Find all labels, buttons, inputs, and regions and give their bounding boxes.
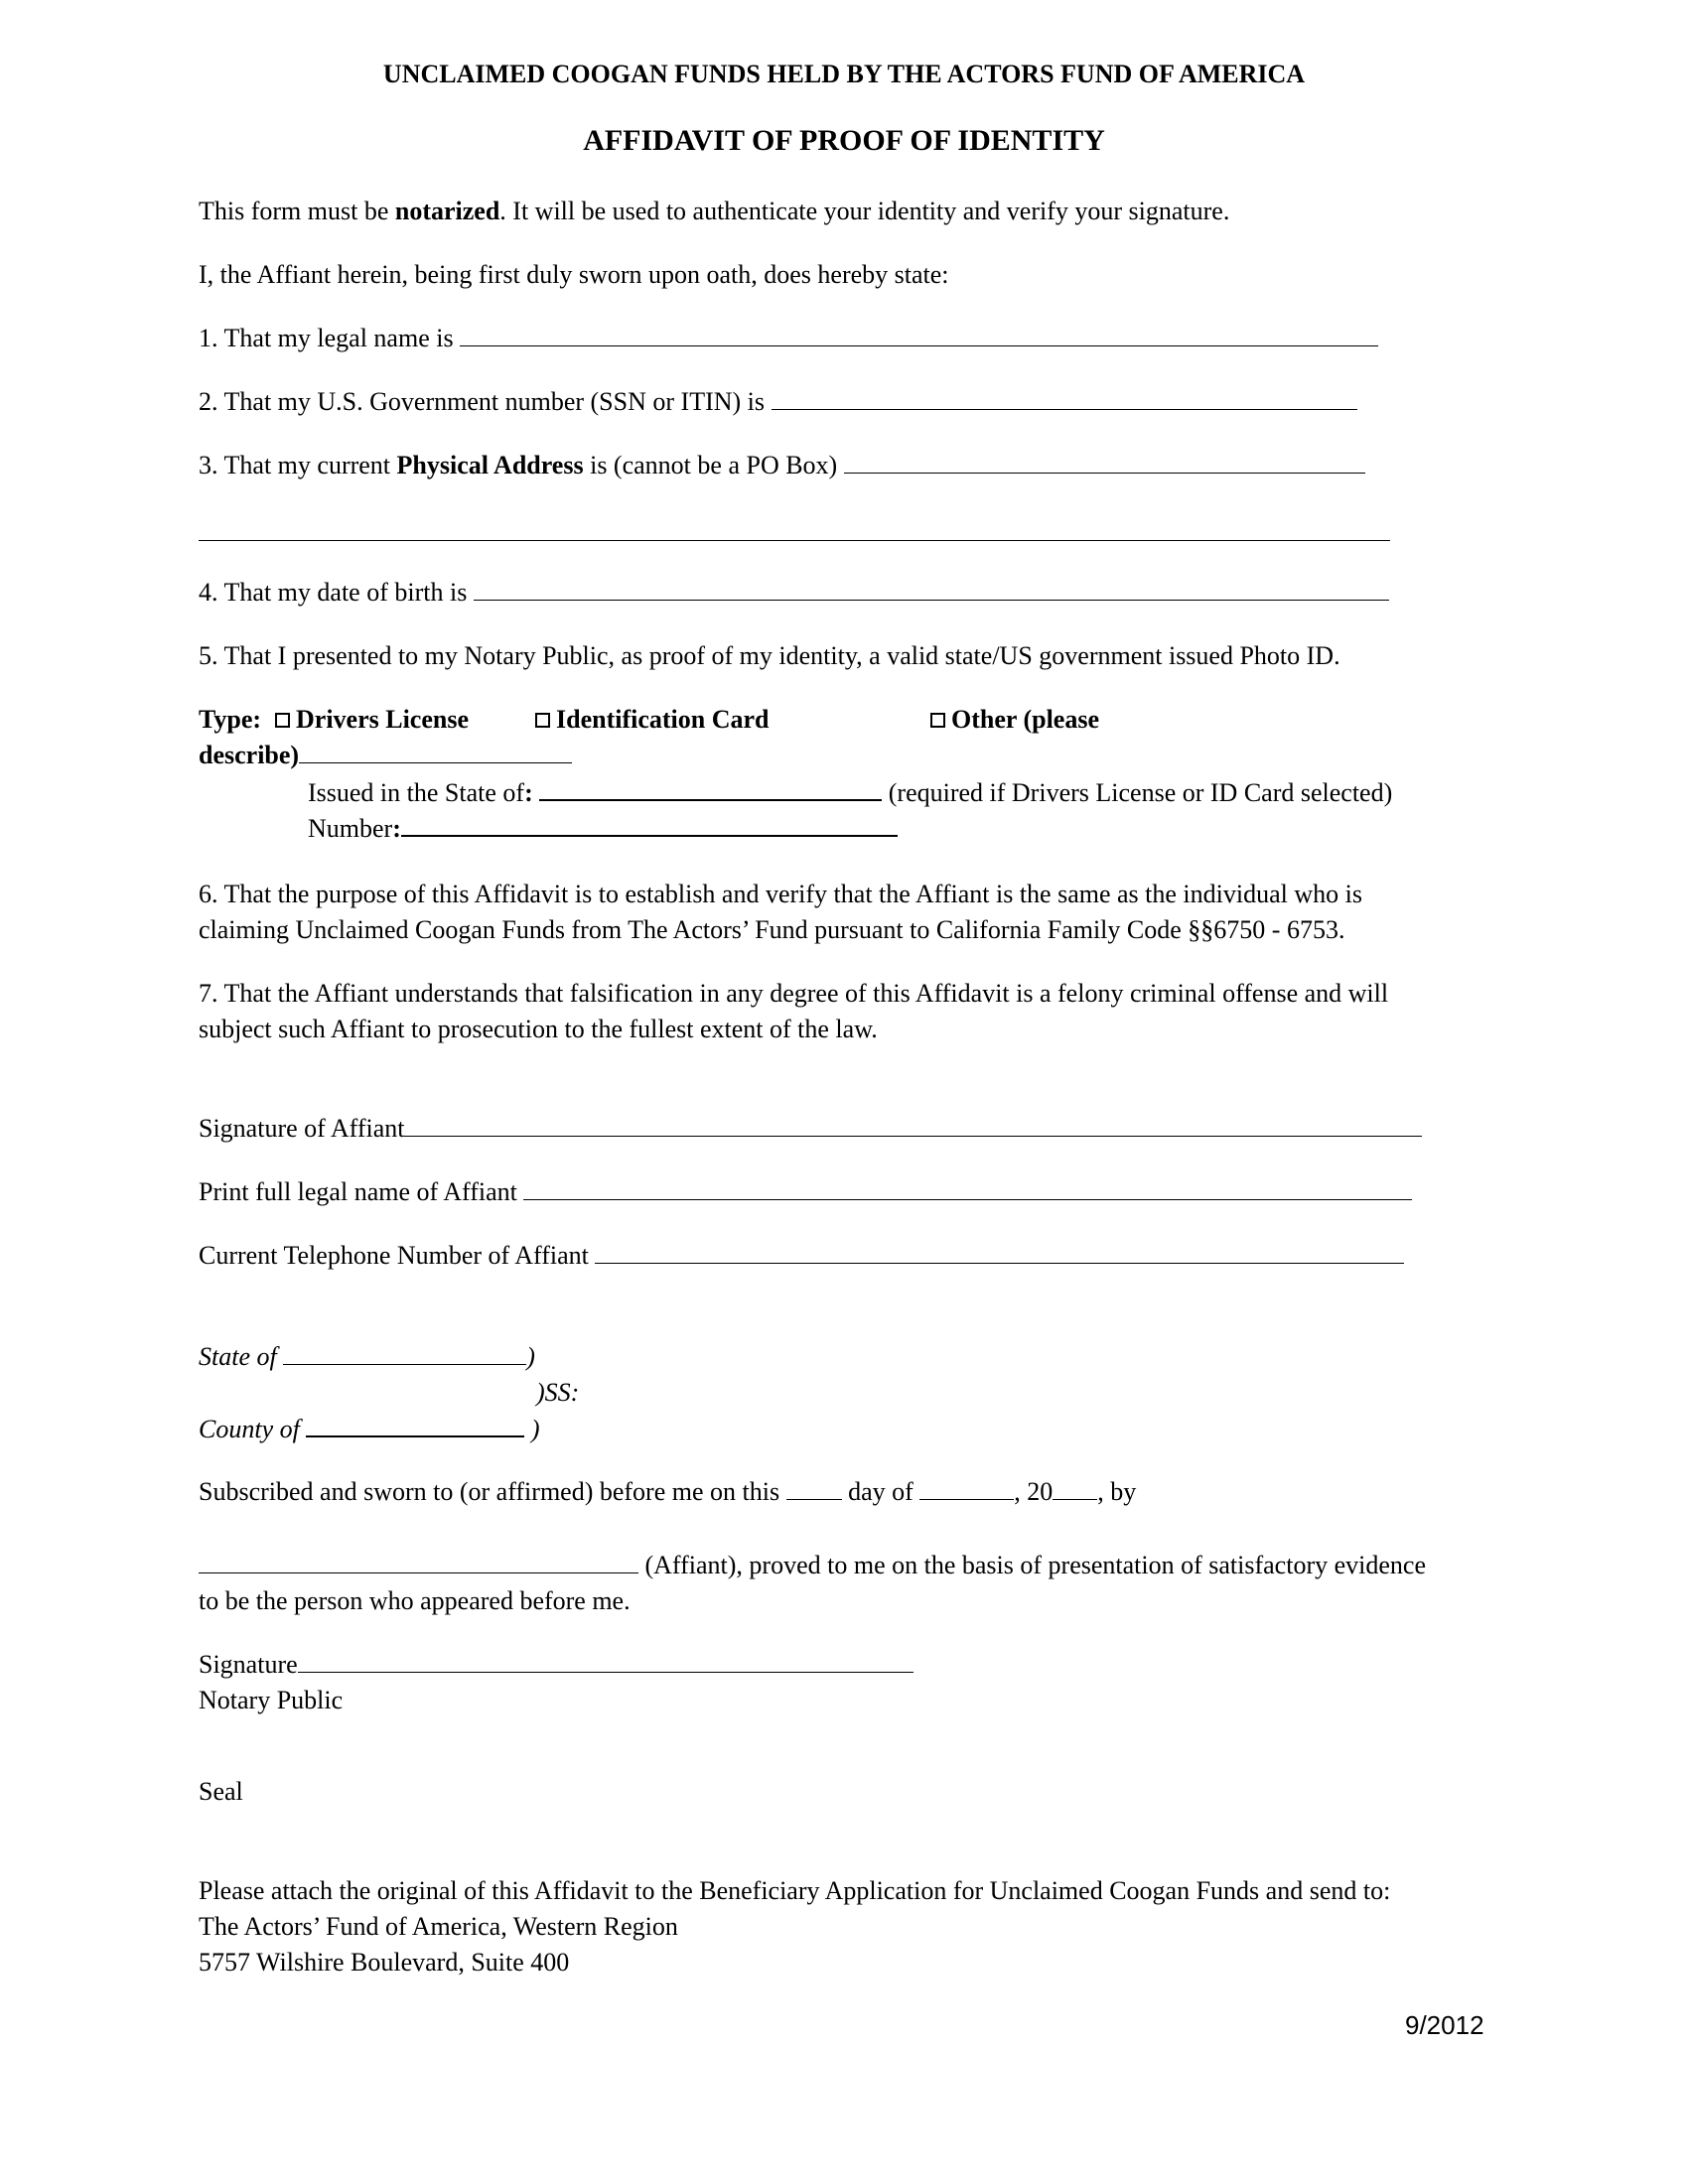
seal-label: Seal <box>199 1777 243 1806</box>
mailing-address: 5757 Wilshire Boulevard, Suite 400 <box>199 1948 570 1977</box>
notary-signature-row <box>199 1650 914 1680</box>
affiant-phone-field[interactable] <box>595 1241 1404 1264</box>
purpose-line-1: 6. That the purpose of this Affidavit is to establish and verify that the Affiant is the same as the individual who is <box>199 880 1362 908</box>
affiant-name-row <box>199 1177 1412 1207</box>
id-card-option[interactable]: Identification Card <box>535 705 770 735</box>
notary-state-row: State of ) <box>199 1342 535 1371</box>
purpose-line-2: claiming Unclaimed Coogan Funds from The Actors’ Fund pursuant to California Family Code §§6750 - 6753. <box>199 915 1345 944</box>
id-type-row <box>199 705 1099 735</box>
legal-name-label: 1. That my legal name is <box>199 324 454 352</box>
other-option[interactable]: Other (please <box>930 705 1099 735</box>
falsification-line-2: subject such Affiant to prosecution to the fullest extent of the law. <box>199 1015 878 1043</box>
id-type-label: Type: <box>199 705 262 734</box>
falsification-line-1: 7. That the Affiant understands that falsification in any degree of this Affidavit is a felony criminal offense and will <box>199 979 1389 1008</box>
notarize-instruction: This form must be notarized. It will be used to authenticate your identity and verify your signature. <box>199 197 1230 225</box>
notary-county-row: County of ) <box>199 1415 540 1443</box>
notary-affiant-name-field[interactable] <box>199 1551 638 1573</box>
affiant-signature-row <box>199 1114 1422 1144</box>
affiant-proof-line-2: to be the person who appeared before me. <box>199 1586 631 1615</box>
affiant-phone-label: Current Telephone Number of Affiant <box>199 1241 589 1270</box>
describe-row: describe) <box>199 741 572 770</box>
drivers-license-checkbox[interactable] <box>275 713 290 728</box>
oath-statement: I, the Affiant herein, being first duly sworn upon oath, does hereby state: <box>199 260 949 289</box>
dob-field[interactable] <box>474 578 1389 601</box>
affiant-proof-row: (Affiant), proved to me on the basis of presentation of satisfactory evidence <box>199 1551 1426 1580</box>
dob-row <box>199 578 1389 608</box>
legal-name-field[interactable] <box>460 324 1378 346</box>
other-checkbox[interactable] <box>930 713 945 728</box>
affiant-name-label: Print full legal name of Affiant <box>199 1177 517 1206</box>
dob-label: 4. That my date of birth is <box>199 578 468 607</box>
notary-public-label: Notary Public <box>199 1686 344 1714</box>
org-title: UNCLAIMED COOGAN FUNDS HELD BY THE ACTORS FUND OF AMERICA <box>382 60 1306 88</box>
gov-number-label: 2. That my U.S. Government number (SSN or ITIN) is <box>199 387 766 416</box>
affiant-signature-label: Signature of Affiant <box>199 1114 405 1143</box>
notary-state-field[interactable] <box>283 1342 526 1365</box>
notary-ss: )SS: <box>536 1378 580 1407</box>
mailing-org: The Actors’ Fund of America, Western Region <box>199 1912 678 1941</box>
legal-name-row <box>199 324 1378 353</box>
notary-county-field[interactable] <box>306 1414 524 1437</box>
sworn-day-field[interactable] <box>786 1477 842 1500</box>
sworn-month-field[interactable] <box>919 1477 1014 1500</box>
other-describe-field[interactable] <box>299 741 572 763</box>
issued-state-row: Issued in the State of: (required if Drivers License or ID Card selected) <box>308 778 1393 807</box>
gov-number-row <box>199 387 1357 417</box>
sworn-row: Subscribed and sworn to (or affirmed) before me on this day of , 20 , by <box>199 1477 1137 1506</box>
address-field-line-2[interactable] <box>199 540 1390 541</box>
id-number-row: Number: <box>308 813 898 844</box>
affiant-name-field[interactable] <box>523 1177 1412 1200</box>
gov-number-field[interactable] <box>772 387 1357 410</box>
photo-id-statement: 5. That I presented to my Notary Public, as proof of my identity, a valid state/US government issued Photo ID. <box>199 641 1340 670</box>
affiant-phone-row <box>199 1241 1404 1271</box>
form-version: 9/2012 <box>1405 2010 1484 2040</box>
issued-state-field[interactable] <box>539 777 882 801</box>
form-title: AFFIDAVIT OF PROOF OF IDENTITY <box>583 124 1105 157</box>
address-field[interactable] <box>844 451 1365 474</box>
attach-instruction: Please attach the original of this Affidavit to the Beneficiary Application for Unclaimed Coogan Funds and send to: <box>199 1876 1391 1905</box>
notary-signature-label: Signature <box>199 1650 298 1679</box>
notary-signature-field[interactable] <box>298 1650 914 1673</box>
id-number-field[interactable] <box>401 813 898 837</box>
sworn-year-field[interactable] <box>1053 1477 1097 1500</box>
id-card-checkbox[interactable] <box>535 713 550 728</box>
address-row: 3. That my current Physical Address is (cannot be a PO Box) <box>199 451 1365 480</box>
affiant-signature-field[interactable] <box>404 1114 1422 1137</box>
drivers-license-option[interactable]: Drivers License <box>275 705 469 735</box>
